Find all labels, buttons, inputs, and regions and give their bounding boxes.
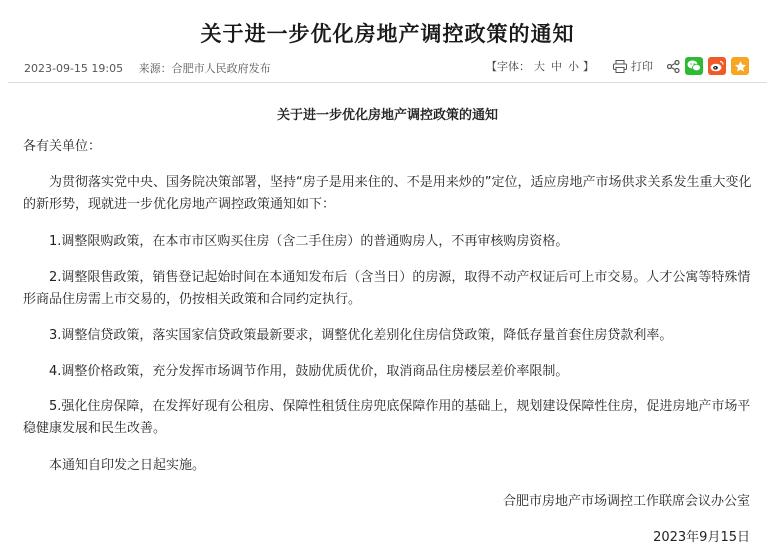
page-title: 关于进一步优化房地产调控政策的通知 <box>200 22 575 46</box>
salutation: 各有关单位： <box>23 139 102 154</box>
font-small-button[interactable]: 小 <box>568 60 579 73</box>
print-label: 打印 <box>631 60 653 73</box>
issue-date: 2023年9月15日 <box>653 530 750 545</box>
share-icon[interactable] <box>667 60 680 73</box>
font-large-button[interactable]: 大 <box>534 60 545 73</box>
article-meta-bar <box>8 52 767 83</box>
article-tools <box>485 55 749 77</box>
star-icon <box>734 60 747 73</box>
paragraph-closing: 本通知自印发之日起实施。 <box>49 458 206 473</box>
weibo-share-button[interactable] <box>708 57 726 75</box>
print-button[interactable] <box>613 58 653 74</box>
article-meta <box>24 60 283 76</box>
paragraph-item-4: 4.调整价格政策，充分发挥市场调节作用，鼓励优质优价，取消商品住房楼层差价率限制。 <box>49 364 569 379</box>
font-medium-button[interactable]: 中 <box>551 60 562 73</box>
font-size-control <box>485 58 595 74</box>
printer-icon <box>613 60 627 73</box>
document-subtitle: 关于进一步优化房地产调控政策的通知 <box>276 108 498 123</box>
paragraph-item-2: 2.调整限售政策，销售登记起始时间在本通知发布后（含当日）的房源，取得不动产权证后可上市交易。人才公寓等特殊情形商品住房需上市交易的，仍按相关政策和合同约定执行。 <box>23 270 751 307</box>
paragraph-item-3: 3.调整信贷政策，落实国家信贷政策最新要求，调整优化差别化住房信贷政策，降低存量首套住房贷款利率。 <box>49 328 673 343</box>
article-source: 来源：合肥市人民政府发布 <box>138 62 271 75</box>
paragraph-item-5: 5.强化住房保障，在发挥好现有公租房、保障性租赁住房兜底保障作用的基础上，规划建设保障性住房，促进房地产市场平稳健康发展和民生改善。 <box>23 399 751 436</box>
favorite-button[interactable] <box>731 57 749 75</box>
weibo-icon <box>710 60 724 72</box>
font-label-close: 】 <box>583 60 594 73</box>
paragraph-item-1: 1.调整限购政策，在本市市区购买住房（含二手住房）的普通购房人，不再审核购房资格。 <box>49 234 569 249</box>
font-label-open: 【字体： <box>486 60 530 73</box>
paragraph-intro: 为贯彻落实党中央、国务院决策部署，坚持“房子是用来住的、不是用来炒的”定位，适应房地产市场供求关系发生重大变化的新形势，现就进一步优化房地产调控政策通知如下： <box>23 175 752 212</box>
publish-date: 2023-09-15 19:05 <box>24 62 124 75</box>
issuer-signature: 合肥市房地产市场调控工作联席会议办公室 <box>502 494 750 509</box>
wechat-icon <box>687 60 701 72</box>
wechat-share-button[interactable] <box>685 57 703 75</box>
